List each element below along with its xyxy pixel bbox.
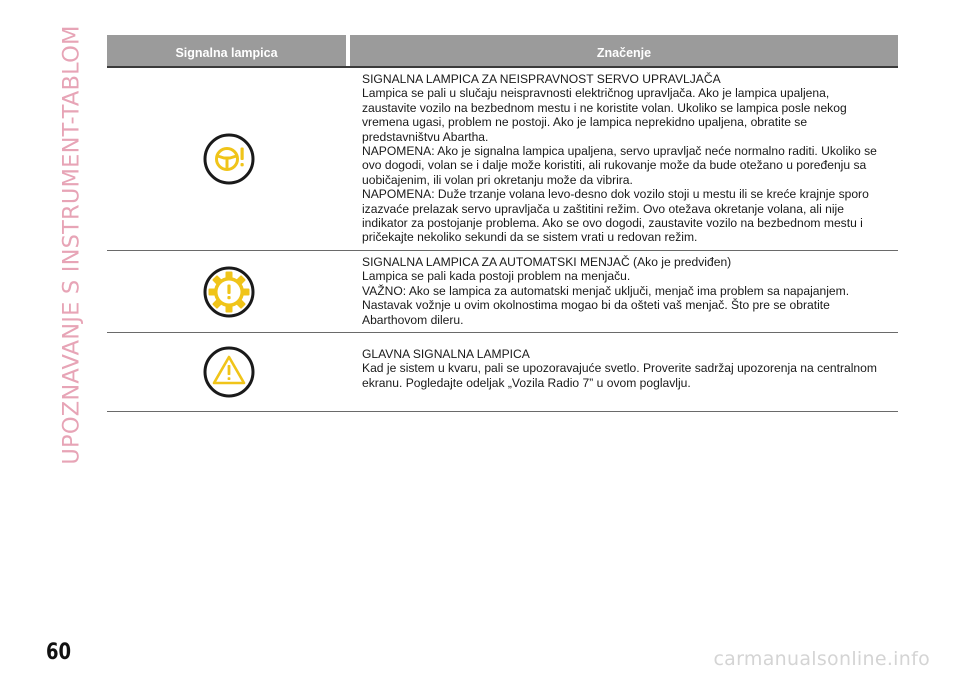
table-row — [107, 333, 898, 412]
text-line: uobičajenim, ili volan pri okretanju može da vibrira. — [362, 172, 633, 187]
page-number: 60 — [46, 640, 72, 665]
header-signal-light: Signalna lampica — [107, 35, 346, 66]
icon-cell — [107, 333, 350, 411]
master-warning-triangle-icon — [202, 345, 256, 399]
meaning-text — [350, 68, 898, 250]
watermark: carmanualsonline.info — [713, 648, 930, 670]
icon-cell — [107, 68, 350, 250]
text-line: Nastavak vožnje u ovim okolnostima mogao bi da ošteti vaš menjač. Što pre se obratite — [362, 298, 830, 313]
text-line: pričekajte nekoliko sekundi da se sistem vrati u redovan režim. — [362, 230, 698, 245]
text-line: predstavništvu Abartha. — [362, 129, 489, 144]
text-line: ovo dogodi, volan se i dalje može koristiti, ali rukovanje može da bude otežano u poređenju sa — [362, 158, 867, 173]
text-line: vremena ugasi, problem ne postoji. Ako je lampica neprekidno upaljena, obratite se — [362, 115, 808, 130]
warning-lights-table — [107, 35, 898, 412]
table-header — [107, 35, 898, 66]
text-line: Abarthovom dileru. — [362, 312, 464, 327]
text-line: indikator za postojanje problema. Ako se ovo dogodi, zaustavite vozilo na bezbednom mestu i — [362, 216, 863, 231]
table-row — [107, 251, 898, 333]
text-line: izazvaće prelazak servo upravljača u zaštitini režim. Ovo otežava okretanje volana, ali nije — [362, 201, 844, 216]
text-line: NAPOMENA: Duže trzanje volana levo-desno dok vozilo stoji u mestu ili se kreće krajnje sporo — [362, 187, 869, 202]
table-row — [107, 68, 898, 251]
power-steering-warning-icon — [202, 132, 256, 186]
text-line: Lampica se pali u slučaju neispravnosti električnog upravljača. Ako je lampica upaljena, — [362, 86, 830, 101]
text-line: SIGNALNA LAMPICA ZA AUTOMATSKI MENJAČ (Ako je predviđen) — [362, 255, 732, 269]
transmission-warning-icon — [202, 265, 256, 319]
text-line: ekranu. Pogledajte odeljak „Vozila Radio 7” u ovom poglavlju. — [362, 375, 691, 390]
header-meaning: Značenje — [350, 35, 898, 66]
text-line: Kad je sistem u kvaru, pali se upozoravajuće svetlo. Proverite sadržaj upozorenja na centralnom — [362, 361, 877, 376]
icon-cell — [107, 251, 350, 332]
text-line: GLAVNA SIGNALNA LAMPICA — [362, 347, 530, 361]
text-line: SIGNALNA LAMPICA ZA NEISPRAVNOST SERVO UPRAVLJAČA — [362, 72, 721, 86]
text-line: Lampica se pali kada postoji problem na menjaču. — [362, 269, 631, 284]
text-line: NAPOMENA: Ako je signalna lampica upaljena, servo upravljač neće normalno raditi. Ukoliko se — [362, 144, 877, 159]
meaning-text — [350, 251, 898, 332]
meaning-text — [350, 333, 898, 411]
section-title-text: UPOZNAVANJE S INSTRUMENT-TABLOM — [59, 25, 86, 465]
text-line: VAŽNO: Ako se lampica za automatski menjač uključi, menjač ima problem sa napajanjem. — [362, 283, 850, 298]
section-side-title — [52, 25, 92, 465]
text-line: zaustavite vozilo na bezbednom mestu i ne koristite volan. Ukoliko se lampica posle nekog — [362, 100, 847, 115]
